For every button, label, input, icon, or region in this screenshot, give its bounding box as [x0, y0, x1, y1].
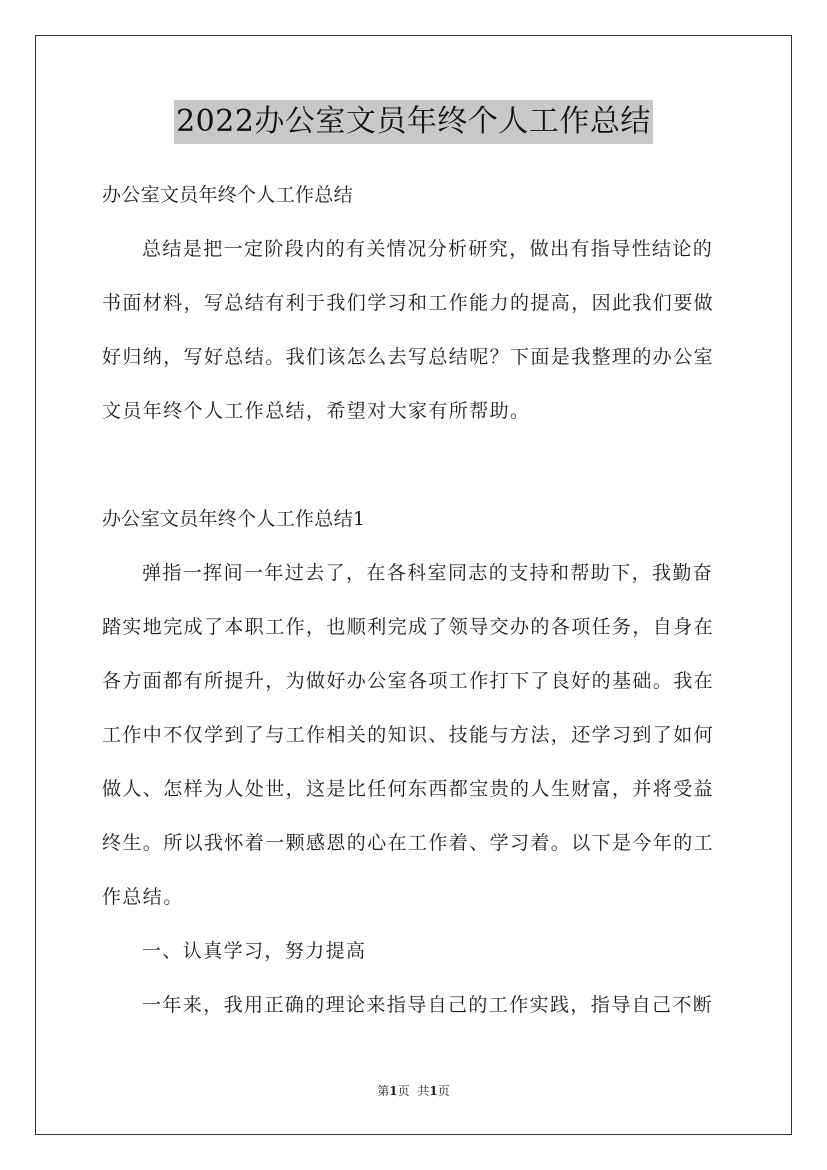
document-title: 2022办公室文员年终个人工作总结 — [174, 100, 653, 144]
paragraph-line: 文员年终个人工作总结，希望对大家有所帮助。 — [102, 400, 531, 422]
paragraph-line: 工作中不仅学到了与工作相关的知识、技能与方法，还学习到了如何 — [102, 724, 715, 746]
intro-heading: 办公室文员年终个人工作总结 — [102, 184, 353, 206]
section-1-heading: 办公室文员年终个人工作总结1 — [102, 508, 366, 530]
page-footer — [0, 1082, 827, 1099]
footer-page-number: 1 — [389, 1084, 398, 1098]
paragraph-line: 各方面都有所提升，为做好办公室各项工作打下了良好的基础。我在 — [102, 670, 715, 692]
paragraph-spacer — [102, 438, 728, 492]
paragraph-line: 一年来，我用正确的理论来指导自己的工作实践，指导自己不断 — [142, 994, 714, 1016]
subheading-learning: 一、认真学习，努力提高 — [142, 940, 367, 962]
footer-total-number: 1 — [429, 1084, 438, 1098]
paragraph-line: 弹指一挥间一年过去了，在各科室同志的支持和帮助下，我勤奋 — [142, 562, 714, 584]
paragraph-line: 踏实地完成了本职工作，也顺利完成了领导交办的各项任务，自身在 — [102, 616, 715, 638]
paragraph-line: 书面材料，写总结有利于我们学习和工作能力的提高，因此我们要做 — [102, 292, 715, 314]
paragraph-line: 做人、怎样为人处世，这是比任何东西都宝贵的人生财富，并将受益 — [102, 778, 715, 800]
paragraph-line: 总结是把一定阶段内的有关情况分析研究，做出有指导性结论的 — [142, 238, 714, 260]
document-body — [102, 168, 728, 1032]
footer-page-suffix: 页 — [397, 1084, 410, 1098]
paragraph-line: 作总结。 — [102, 886, 184, 908]
paragraph-line: 终生。所以我怀着一颗感恩的心在工作着、学习着。以下是今年的工 — [102, 832, 715, 854]
footer-total-suffix: 页 — [437, 1084, 450, 1098]
paragraph-line: 好归纳，写好总结。我们该怎么去写总结呢？下面是我整理的办公室 — [102, 346, 715, 368]
footer-page-prefix: 第 — [377, 1084, 390, 1098]
title-container — [0, 100, 827, 144]
footer-total-prefix: 共 — [417, 1084, 430, 1098]
